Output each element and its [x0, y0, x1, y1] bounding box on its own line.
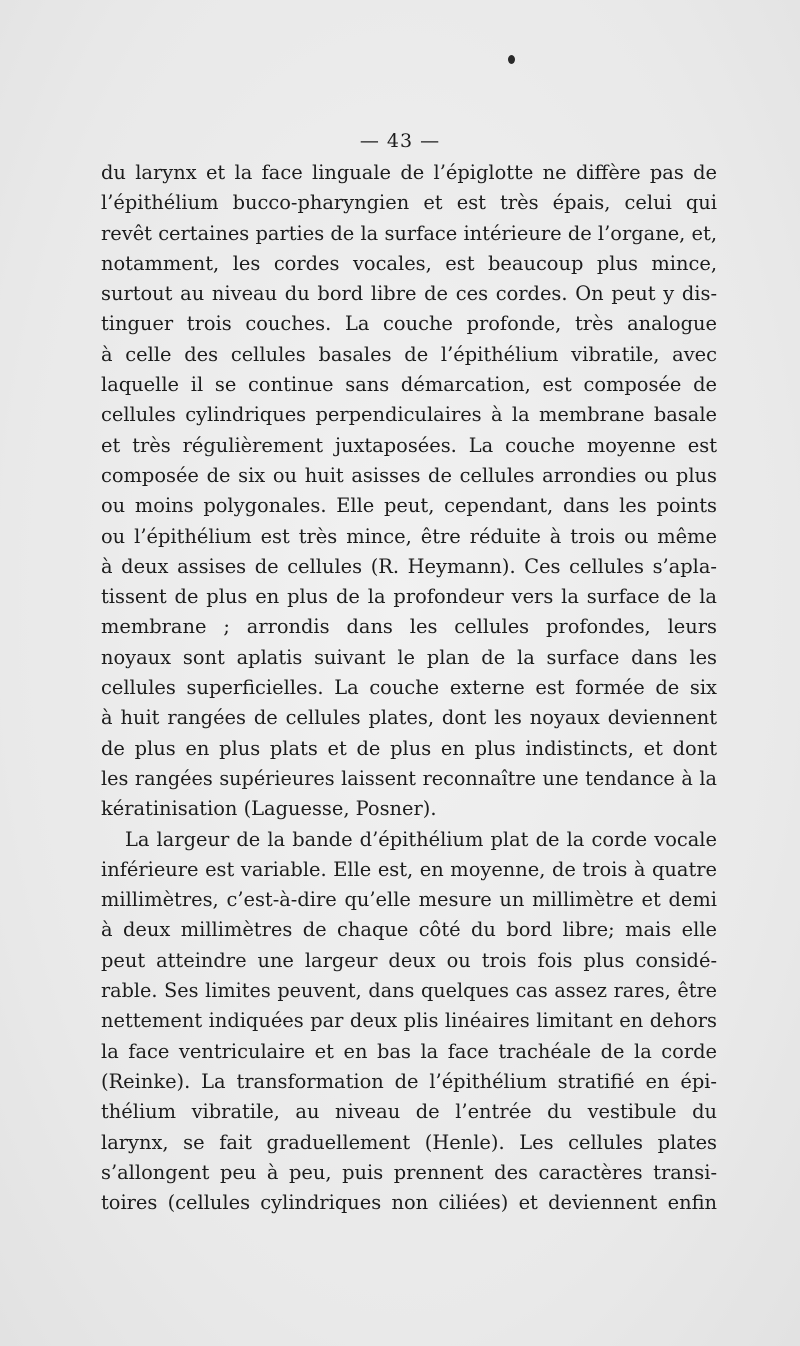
text-line: l’épithélium bucco-pharyngien et est très épais, celui qui: [101, 191, 717, 215]
text-line: millimètres, c’est-à-dire qu’elle mesure un millimètre et demi: [101, 888, 717, 912]
text-line: du larynx et la face linguale de l’épiglotte ne diffère pas de: [101, 161, 717, 184]
text-line: à huit rangées de cellules plates, dont les noyaux deviennent: [101, 706, 717, 730]
text-line: larynx, se fait graduellement (Henle). Les cellules plates: [101, 1130, 717, 1154]
text-line: revêt certaines parties de la surface intérieure de l’organe, et,: [101, 221, 717, 245]
paragraph-1: [101, 158, 717, 825]
text-line: cellules cylindriques perpendiculaires à la membrane basale: [101, 403, 717, 427]
text-line: noyaux sont aplatis suivant le plan de la surface dans les: [101, 645, 717, 669]
text-line: cellules superficielles. La couche externe est formée de six: [101, 676, 717, 700]
text-line: de plus en plus plats et de plus en plus indistincts, et dont: [101, 736, 717, 760]
text-line: surtout au niveau du bord libre de ces cordes. On peut y dis-: [101, 282, 717, 306]
text-line: inférieure est variable. Elle est, en moyenne, de trois à quatre: [101, 857, 717, 881]
text-line: La largeur de la bande d’épithélium plat de la corde vocale: [125, 827, 717, 851]
text-line: et très régulièrement juxtaposées. La couche moyenne est: [101, 433, 717, 457]
text-line: composée de six ou huit asisses de cellules arrondies ou plus: [101, 463, 717, 487]
text-line: rable. Ses limites peuvent, dans quelques cas assez rares, être: [101, 979, 717, 1003]
text-line: peut atteindre une largeur deux ou trois fois plus considé-: [101, 948, 717, 972]
text-line: tinguer trois couches. La couche profonde, très analogue: [101, 312, 717, 336]
text-line: tissent de plus en plus de la profondeur vers la surface de la: [101, 585, 717, 609]
body-text: [101, 158, 717, 1218]
text-line: à deux assises de cellules (R. Heymann). Ces cellules s’apla-: [101, 554, 717, 578]
paragraph-2: [101, 825, 717, 1219]
text-line: les rangées supérieures laissent reconnaître une tendance à la: [101, 766, 717, 790]
ink-speck: [508, 55, 515, 64]
text-line: membrane ; arrondis dans les cellules profondes, leurs: [101, 615, 717, 639]
page-number: — 43 —: [359, 130, 441, 152]
text-line: notamment, les cordes vocales, est beaucoup plus mince,: [101, 251, 717, 275]
text-line: ou moins polygonales. Elle peut, cependant, dans les points: [101, 494, 717, 518]
text-line: nettement indiquées par deux plis linéaires limitant en dehors: [101, 1009, 717, 1033]
text-line: toires (cellules cylindriques non ciliées) et deviennent enfin: [101, 1191, 717, 1215]
text-line: kératinisation (Laguesse, Posner).: [101, 797, 437, 821]
text-line: s’allongent peu à peu, puis prennent des caractères transi-: [101, 1160, 717, 1184]
text-line: thélium vibratile, au niveau de l’entrée du vestibule du: [101, 1100, 717, 1124]
text-line: à deux millimètres de chaque côté du bord libre; mais elle: [101, 918, 717, 942]
text-line: la face ventriculaire et en bas la face trachéale de la corde: [101, 1039, 717, 1063]
text-line: (Reinke). La transformation de l’épithélium stratifié en épi-: [101, 1069, 717, 1093]
text-line: ou l’épithélium est très mince, être réduite à trois ou même: [101, 524, 717, 548]
text-line: laquelle il se continue sans démarcation, est composée de: [101, 373, 717, 397]
text-line: à celle des cellules basales de l’épithélium vibratile, avec: [101, 342, 717, 366]
